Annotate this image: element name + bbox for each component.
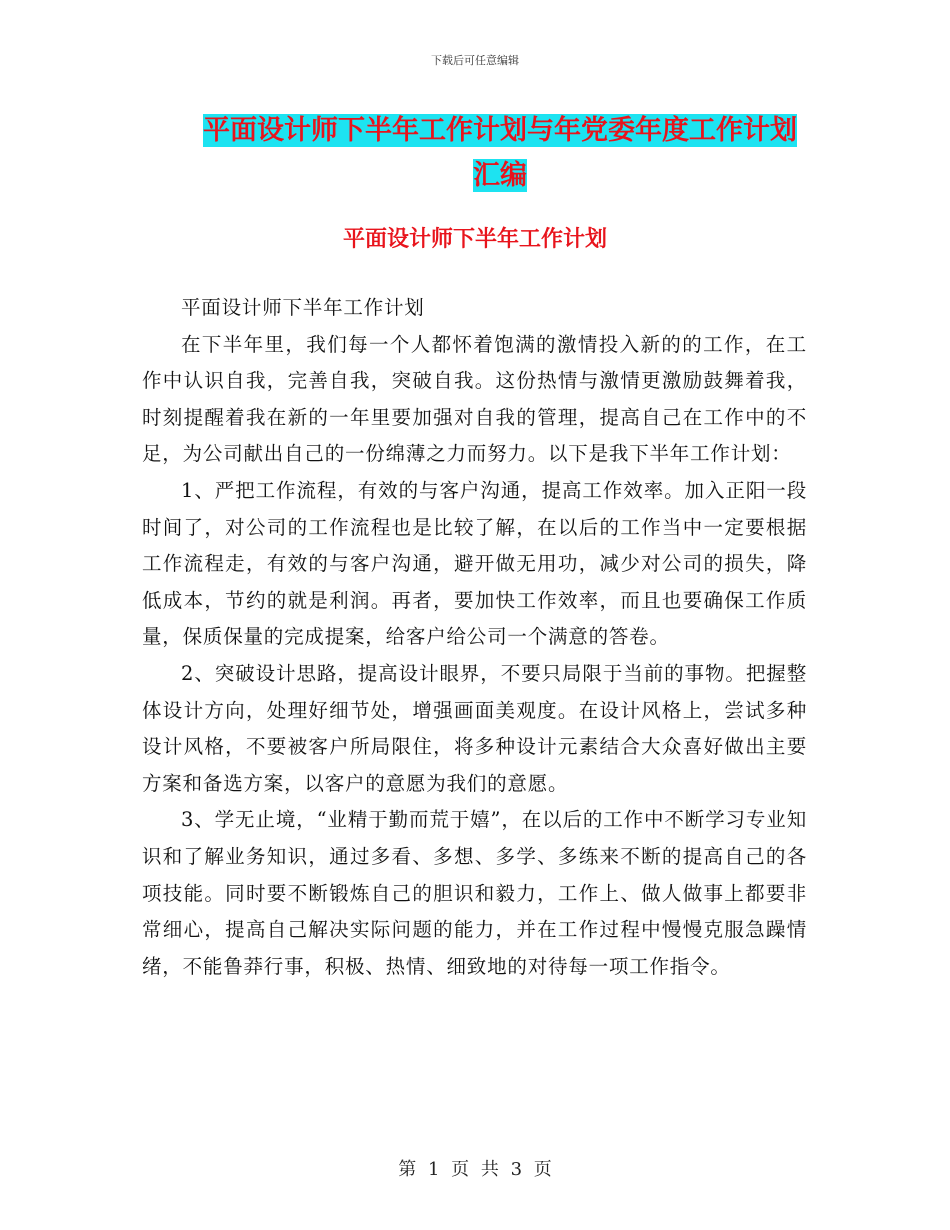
paragraph-item-3: 3、学无止境，“业精于勤而荒于嬉”，在以后的工作中不断学习专业知识和了解业务知识，通过多看、多想、多学、多练来不断的提高自己的各项技能。同时要不断锻炼自己的胆识和毅力，工作上、做人做事上都要非常细心，提高自己解决实际问题的能力，并在工作过程中慢慢克服急躁情绪，不能鲁莽行事，积极、热情、细致地的对待每一项工作指令。 (142, 808, 807, 978)
paragraph-item-1: 1、严把工作流程，有效的与客户沟通，提高工作效率。加入正阳一段时间了，对公司的工作流程也是比较了解，在以后的工作当中一定要根据工作流程走，有效的与客户沟通，避开做无用功，减少对公司的损失，降低成本，节约的就是利润。再者，要加快工作效率，而且也要确保工作质量，保质保量的完成提案，给客户给公司一个满意的答卷。 (142, 478, 807, 649)
paragraph-intro: 在下半年里，我们每一个人都怀着饱满的激情投入新的的工作，在工作中认识自我，完善自我，突破自我。这份热情与激情更激励鼓舞着我，时刻提醒着我在新的一年里要加强对自我的管理，提高自己在工作中的不足，为公司献出自己的一份绵薄之力而努力。以下是我下半年工作计划： (142, 332, 807, 466)
document-title (190, 108, 810, 198)
document-title-text: 平面设计师下半年工作计划与年党委年度工作计划汇编 (203, 115, 797, 191)
page-header-note: 下载后可任意编辑 (431, 54, 519, 67)
paragraph-item-2: 2、突破设计思路，提高设计眼界，不要只局限于当前的事物。把握整体设计方向，处理好细节处，增强画面美观度。在设计风格上，尝试多种设计风格，不要被客户所局限住，将多种设计元素结合大众喜好做出主要方案和备选方案，以客户的意愿为我们的意愿。 (142, 661, 807, 795)
section-title: 平面设计师下半年工作计划 (342, 227, 607, 252)
document-body (142, 290, 807, 985)
page-footer-pagination: 第 1 页 共 3 页 (398, 1159, 552, 1180)
paragraph-subtitle: 平面设计师下半年工作计划 (181, 296, 425, 319)
